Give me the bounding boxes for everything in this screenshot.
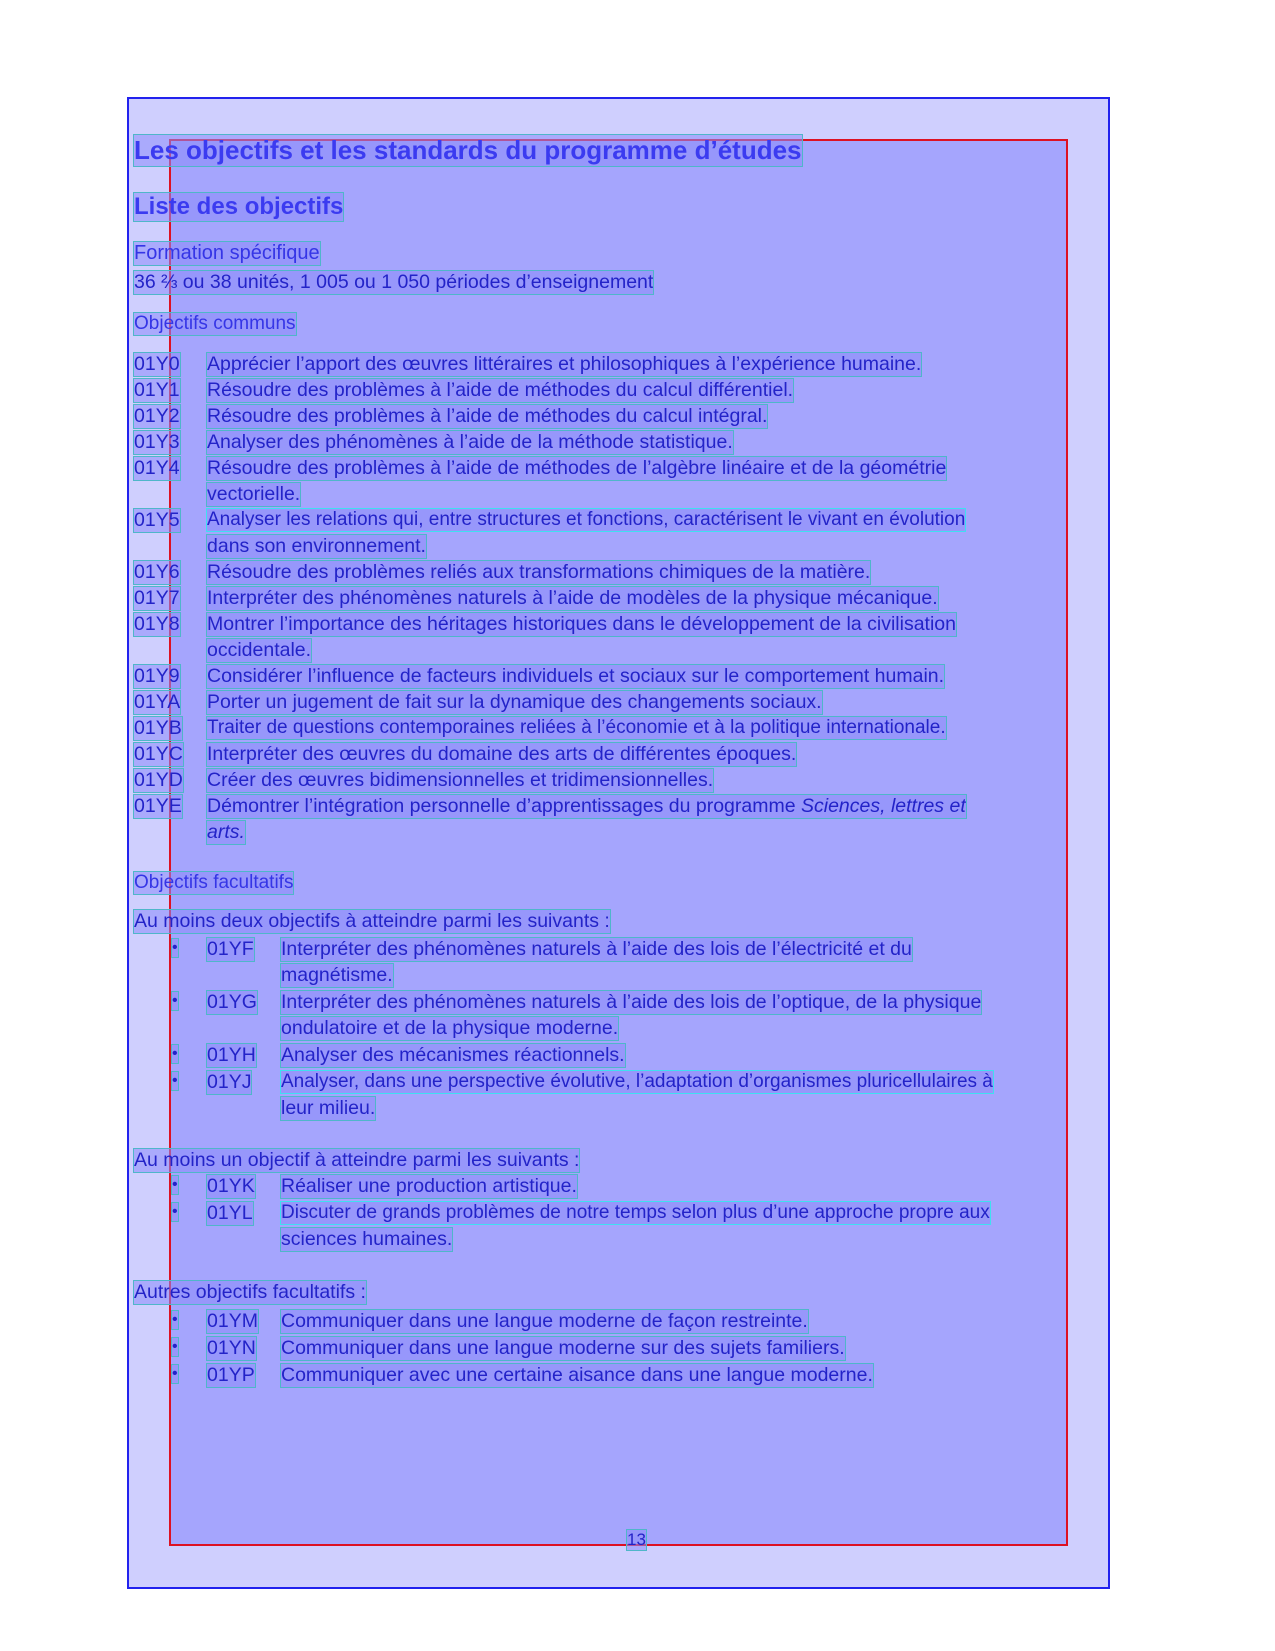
objective-text-continued: magnétisme. [281,964,393,986]
objective-text: Interpréter des phénomènes naturels à l’aide de modèles de la physique mécanique. [207,587,938,609]
optional-objectives-heading: Objectifs facultatifs [134,872,294,893]
page-number: 13 [627,1530,646,1549]
objective-text-continued [207,821,245,844]
program-name-italic: Sciences, lettres et [801,795,966,817]
bullet: • [172,939,178,956]
objective-code: 01Y3 [134,431,180,453]
objective-code: 01YN [207,1337,256,1359]
objective-code: 01YF [207,938,254,960]
objective-text: Créer des œuvres bidimensionnelles et tridimensionnelles. [207,769,714,791]
objective-text: Interpréter des phénomènes naturels à l’aide des lois de l’électricité et du [281,938,912,960]
objective-text: Résoudre des problèmes à l’aide de méthodes du calcul intégral. [207,405,768,427]
page-title: Les objectifs et les standards du programme d’études [134,135,802,165]
objective-code: 01Y7 [134,587,180,609]
objective-code: 01YP [207,1364,255,1386]
objective-text: Porter un jugement de fait sur la dynamique des changements sociaux. [207,691,822,713]
objective-code: 01Y8 [134,613,180,635]
bullet: • [172,992,178,1009]
objective-code: 01YB [134,717,182,739]
bullet: • [172,1045,178,1062]
group-intro: Au moins un objectif à atteindre parmi les suivants : [134,1149,580,1171]
objective-code: 01YL [207,1202,253,1224]
objective-text: Communiquer avec une certaine aisance dans une langue moderne. [281,1364,873,1386]
objective-text: Analyser des mécanismes réactionnels. [281,1044,625,1066]
objective-text-continued: leur milieu. [281,1097,376,1119]
objective-code: 01YH [207,1044,256,1066]
bullet: • [172,1176,178,1193]
objective-text: Apprécier l’apport des œuvres littéraires et philosophiques à l’expérience humaine. [207,353,922,375]
group-intro: Autres objectifs facultatifs : [134,1281,366,1303]
bullet: • [172,1311,178,1328]
objective-text: Montrer l’importance des héritages historiques dans le développement de la civilisation [207,613,956,635]
objective-text-continued: ondulatoire et de la physique moderne. [281,1017,619,1039]
objective-code: 01YK [207,1175,255,1197]
objective-code: 01Y2 [134,405,180,427]
objective-text [207,795,966,818]
section-title: Liste des objectifs [134,193,344,220]
objective-text: Interpréter des œuvres du domaine des arts de différentes époques. [207,743,797,765]
objective-text: Analyser, dans une perspective évolutive, l’adaptation d’organismes pluricellulaires à [281,1071,993,1092]
formation-details: 36 ⅔ ou 38 unités, 1 005 ou 1 050 périodes d’enseignement [134,271,654,293]
objective-code: 01YG [207,991,257,1013]
objective-text-continued: occidentale. [207,639,312,661]
objective-code: 01Y4 [134,457,180,479]
formation-label: Formation spécifique [134,242,320,264]
program-name-italic-continued: arts. [207,821,245,843]
objective-text: Considérer l’influence de facteurs individuels et sociaux sur le comportement humain. [207,665,945,687]
objective-text: Résoudre des problèmes reliés aux transformations chimiques de la matière. [207,561,871,583]
bullet: • [172,1365,178,1382]
objective-text-continued: vectorielle. [207,483,301,505]
objective-code: 01Y6 [134,561,180,583]
objective-code: 01Y5 [134,509,180,531]
objective-code: 01Y9 [134,665,180,687]
objective-text: Analyser les relations qui, entre structures et fonctions, caractérisent le vivant en évolution [207,509,966,530]
objective-text: Communiquer dans une langue moderne de façon restreinte. [281,1310,808,1332]
objective-code: 01YE [134,795,182,817]
objective-code: 01Y1 [134,379,180,401]
objective-text: Réaliser une production artistique. [281,1175,577,1197]
objective-text-continued: sciences humaines. [281,1228,453,1250]
bullet: • [172,1072,178,1089]
group-intro: Au moins deux objectifs à atteindre parmi les suivants : [134,910,610,932]
objective-text: Communiquer dans une langue moderne sur des sujets familiers. [281,1337,845,1359]
objective-text-continued: dans son environnement. [207,535,426,557]
objective-text-plain: Démontrer l’intégration personnelle d’apprentissages du programme [207,795,801,817]
objective-code: 01YJ [207,1071,252,1093]
objective-text: Traiter de questions contemporaines reliées à l’économie et à la politique internationale. [207,717,946,738]
bullet: • [172,1203,178,1220]
common-objectives-heading: Objectifs communs [134,313,296,334]
objective-code: 01Y0 [134,353,180,375]
objective-text: Analyser des phénomènes à l’aide de la méthode statistique. [207,431,733,453]
objective-text: Résoudre des problèmes à l’aide de méthodes du calcul différentiel. [207,379,794,401]
objective-code: 01YA [134,691,181,713]
objective-text: Discuter de grands problèmes de notre temps selon plus d’une approche propre aux [281,1202,990,1223]
bullet: • [172,1338,178,1355]
objective-text: Interpréter des phénomènes naturels à l’aide des lois de l’optique, de la physique [281,991,982,1013]
objective-text: Résoudre des problèmes à l’aide de méthodes de l’algèbre linéaire et de la géométrie [207,457,947,479]
objective-code: 01YD [134,769,183,791]
objective-code: 01YC [134,743,183,765]
objective-code: 01YM [207,1310,258,1332]
